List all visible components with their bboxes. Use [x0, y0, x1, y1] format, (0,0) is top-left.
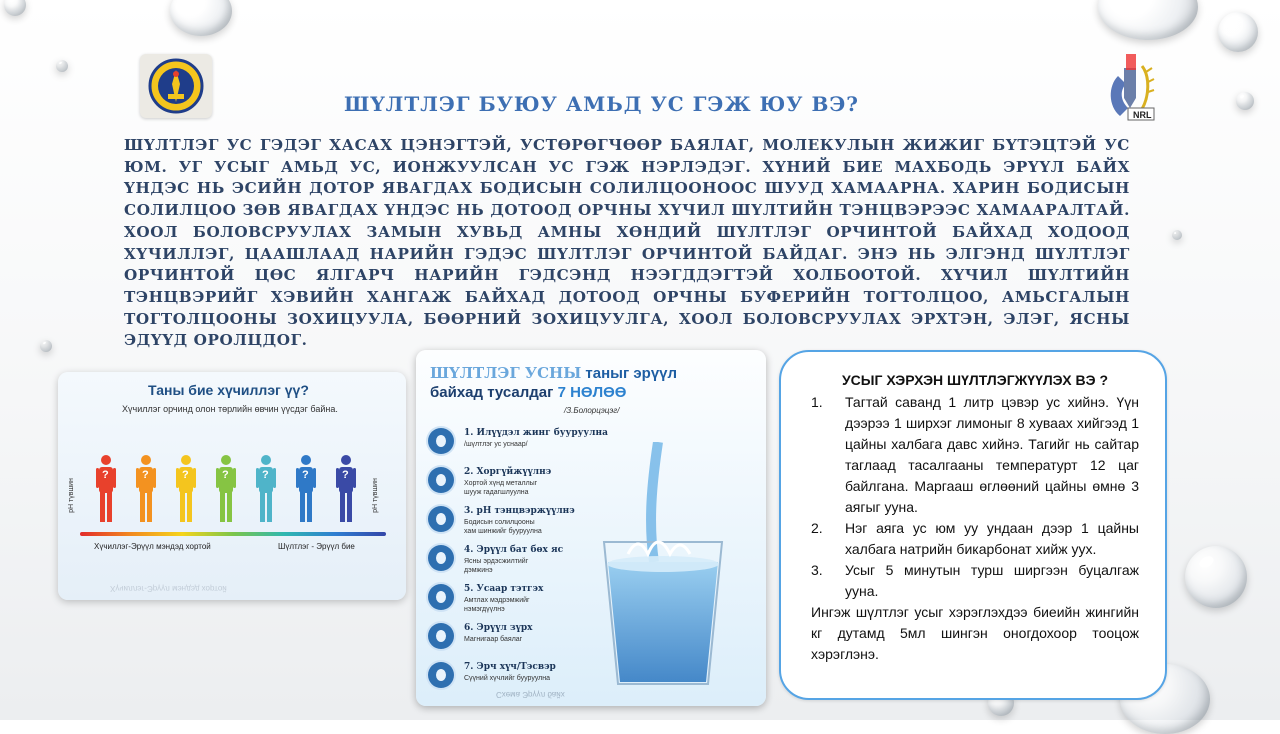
- ph-figure-question-mark: ?: [142, 469, 149, 481]
- effect-icon: [428, 662, 454, 688]
- body-paragraph: ШҮЛТЛЭГ УС ГЭДЭГ ХАСАХ ЦЭНЭГТЭЙ, УСТӨРӨГЧӨӨР БАЯЛАГ, МОЛЕКУЛЫН ЖИЖИГ БҮТЭЦТЭЙ УС ЮМ. УГ УСЫГ АМЬД УС, ИОНЖУУЛСАН УС ГЭЖ НЭРЛЭДЭГ. ХҮНИЙ БИЕ МАХБОДЬ ЭРҮҮЛ БАЙХ ҮНДЭС НЬ ЭСИЙН ДОТОР ЯВАГДАХ БОДИСЫН СОЛИЛЦООНООС ШУУД ХАМААРНА. ХАРИН БОДИСЫН СОЛИЛЦОО ЗӨВ ЯВАГДАХ ҮНДЭС НЬ ДОТООД ОРЧНЫ ХҮЧИЛ ШҮЛТИЙН ТЭНЦВЭРЭЭС ХАМААРАЛТАЙ. ХООЛ БОЛОВСРУУЛАХ ЗАМЫН ХУВЬД АМНЫ ХӨНДИЙ ШҮЛТЛЭГ ОРЧИНТОЙ БАЙХАД ХОДООД ХҮЧИЛЛЭГ, ЦААШЛААД НАРИЙН ГЭДЭС ШҮЛТЛЭГ ОРЧИНТОЙ БАЙДАГ. ЭНЭ НЬ ЭЛГЭНД ШҮЛТЛЭГ ОРЧИНТОЙ ЦӨС ЯЛГАРЧ НАРИЙН ГЭДСЭНД НЭЭГДДЭГТЭЙ ХОЛБООТОЙ. ХҮЧИЛ ШҮЛТИЙН ТЭНЦВЭРИЙГ ХЭВИЙН ХАНГАЖ БАЙХАД ДОТООД ОРЧНЫ БУФЕРИЙН ТОГТОЛЦОО, АМЬСГАЛЫН ТОГТОЛЦООНЫ ЗОХИЦУУЛА, БӨӨРНИЙ ЗОХИЦУУЛГА, ХООЛ БОЛОВСРУУЛАХ ЭРХТЭН, ЭЛЭГ, ЯСНЫ ЭДҮҮД ОРОЛЦДОГ.: [124, 136, 1130, 350]
- infographic-item-subtitle: Хортой хүнд металлыг шууж гадагшлуулна: [464, 480, 538, 496]
- effect-icon: [428, 623, 454, 649]
- instructions-box: [779, 350, 1167, 700]
- instructions-footer: Ингэж шүлтлэг усыг хэрэглэхдээ биеийн жингийн кг дутамд 5мл шингэн оногдохоор тооцож хэрэглэнэ.: [811, 604, 1139, 662]
- ph-figure-question-mark: ?: [302, 469, 309, 481]
- infographic-item-title: 6. Эрүүл зүрх: [464, 623, 533, 633]
- infographic-item-title: 3. pH тэнцвэржүүлнэ: [464, 506, 575, 516]
- water-glass-illustration: [588, 442, 738, 686]
- infographic-title: [430, 364, 677, 382]
- step-text: Тагтай саванд 1 литр цэвэр ус хийнэ. Үүн дээрээ 1 ширхэг лимоныг 8 хуваах хийгээд 1 цайны халбага давс хийнэ. Тагийг нь сайтар таглаад тасалгааны температурт 12 цаг байлгана. Маргааш өглөөний цайны өмнө 3 аягыг ууна.: [845, 394, 1139, 515]
- infographic-item: [428, 543, 588, 581]
- effect-icon: [428, 428, 454, 454]
- water-drop-decoration: [4, 0, 26, 16]
- infographic-item-title: 1. Илүүдэл жинг бууруулна: [464, 428, 608, 438]
- ph-image-title: Таны бие хүчиллэг үү?: [148, 382, 309, 398]
- instruction-step: [811, 518, 1139, 560]
- ph-figure-question-mark: ?: [182, 469, 189, 481]
- instruction-step: [811, 560, 1139, 602]
- infographic-item: [428, 426, 608, 464]
- step-number: 2.: [811, 520, 823, 536]
- infographic-title-rest: таныг эрүүл: [585, 365, 678, 382]
- ph-image-subtitle: Хүчиллэг орчинд олон төрлийн өвчин үүсдэг байна.: [122, 404, 338, 414]
- emblem-logo: [140, 54, 212, 118]
- infographic-item-subtitle: Ясны эрдэсжилтийг дэмжинэ: [464, 558, 529, 574]
- ph-figure: [256, 454, 276, 524]
- ph-left-label: Хүчиллэг-Эрүүл мэндэд хортой: [94, 542, 211, 551]
- ph-axis-label-right: pH түвшин: [371, 478, 379, 513]
- instructions-title: УСЫГ ХЭРХЭН ШҮЛТЛЭГЖҮҮЛЭХ ВЭ ?: [841, 372, 1109, 388]
- step-text: Нэг аяга ус юм уу ундаан дээр 1 цайны халбага натрийн бикарбонат хийж уух.: [845, 520, 1139, 557]
- ph-figure-question-mark: ?: [102, 469, 109, 481]
- infographic-item-subtitle: Амтлах мэдрэмжийг нэмэгдүүлнэ: [464, 597, 530, 613]
- infographic-subtitle-highlight: 7 НӨЛӨӨ: [557, 384, 627, 401]
- infographic-item: [428, 465, 588, 503]
- water-drop-decoration: [170, 0, 232, 36]
- infographic-item-subtitle: Сүүний хүчлийг бууруулна: [464, 675, 551, 682]
- nrl-logo-label: NRL: [1133, 110, 1152, 120]
- effect-icon: [428, 506, 454, 532]
- effect-icon: [428, 545, 454, 571]
- infographic-item-title: 5. Усаар тэтгэх: [464, 584, 544, 594]
- ph-reflection-text: Хүчиллэг-Эрүүл мэндэд хортой: [110, 584, 227, 593]
- infographic-item-title: 4. Эрүүл бат бөх яс: [464, 545, 564, 555]
- effect-icon: [428, 467, 454, 493]
- infographic-item-subtitle: Бодисын солилцооны хам шинжийг бууруулна: [464, 519, 542, 535]
- ph-figure: [336, 454, 356, 524]
- ph-figure: [136, 454, 156, 524]
- instructions-list: [811, 392, 1139, 602]
- ph-scale-bar: [80, 532, 386, 536]
- water-drop-decoration: [1218, 12, 1258, 52]
- ph-figure-question-mark: ?: [222, 469, 229, 481]
- water-drop-decoration: [1098, 0, 1198, 40]
- ph-axis-label-left: pH түвшин: [67, 478, 75, 513]
- infographic-subtitle-text: байхад тусалдаг: [430, 384, 554, 401]
- ph-right-label: Шүлтлэг - Эрүүл бие: [278, 542, 355, 551]
- ph-figure: [176, 454, 196, 524]
- infographic-item-subtitle: Магнигаар баялаг: [464, 636, 523, 643]
- water-drop-decoration: [1236, 92, 1254, 110]
- effect-icon: [428, 584, 454, 610]
- ph-figure: [216, 454, 236, 524]
- infographic-item: [428, 621, 588, 659]
- page-title: ШҮЛТЛЭГ БУЮУ АМЬД УС ГЭЖ ЮУ ВЭ?: [344, 92, 860, 116]
- nrl-logo: [1098, 46, 1170, 130]
- infographic-item-subtitle: /шүлтлэг ус уснаар/: [464, 441, 528, 448]
- ph-figure-question-mark: ?: [262, 469, 269, 481]
- water-drop-decoration: [40, 340, 52, 352]
- ph-figure: [296, 454, 316, 524]
- ph-figure-question-mark: ?: [342, 469, 349, 481]
- infographic-item: [428, 582, 588, 620]
- infographic-reflection-text: Схема Эрүүл байх: [496, 690, 565, 699]
- water-drop-decoration: [56, 60, 68, 72]
- step-number: 3.: [811, 562, 823, 578]
- ph-image: [58, 372, 406, 600]
- infographic-title-pale: ШҮЛТЛЭГ УСНЫ: [430, 364, 582, 382]
- water-drop-decoration: [1185, 546, 1247, 608]
- instruction-step: [811, 392, 1139, 518]
- step-number: 1.: [811, 394, 823, 410]
- infographic-item-title: 2. Хоргүйжүүлнэ: [464, 467, 552, 477]
- infographic-author: /З.Болорцэцэг/: [564, 406, 620, 415]
- ph-figure: [96, 454, 116, 524]
- infographic-item: [428, 504, 588, 542]
- infographic-subtitle: [430, 384, 626, 401]
- water-drop-decoration: [1172, 230, 1182, 240]
- step-text: Усыг 5 минутын турш ширгээн буцалгаж ууна.: [845, 562, 1139, 599]
- alkaline-water-infographic: [416, 350, 766, 706]
- infographic-item-title: 7. Эрч хүч/Тэсвэр: [464, 662, 556, 672]
